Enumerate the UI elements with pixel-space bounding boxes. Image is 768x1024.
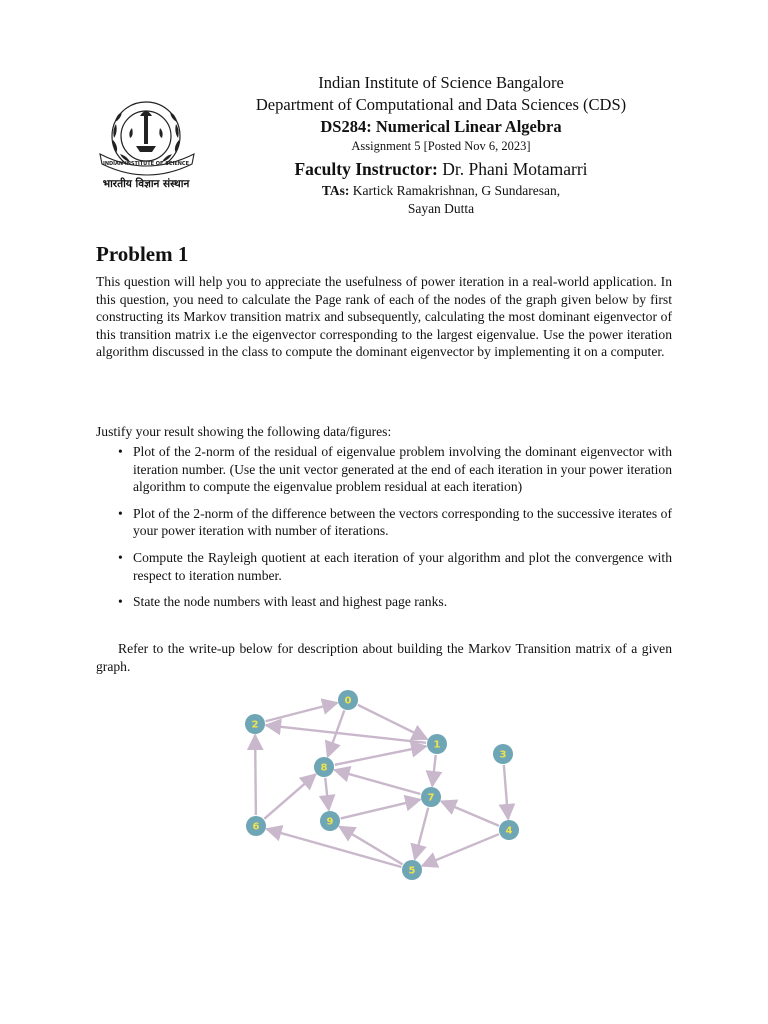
graph-node-label: 0 [344,695,352,707]
tas-names: Kartick Ramakrishnan, G Sundaresan, [352,183,561,198]
institute-name: Indian Institute of Science Bangalore [318,73,564,92]
graph-node-label: 1 [433,739,441,751]
list-item [116,549,672,584]
graph-node-5 [402,860,422,880]
graph-node-label: 2 [251,719,259,731]
bullet-icon: • [118,505,123,521]
department-name: Department of Computational and Data Sciences (CDS) [255,95,627,114]
refer-note: Refer to the write-up below for description about building the Markov Transition matrix of a given graph. [96,641,672,674]
graph-edge-8-1 [335,746,426,765]
graph-node-1 [427,734,447,754]
graph-node-3 [493,744,513,764]
graph-node-label: 7 [427,792,435,804]
tas-names-continued: Sayan Dutta [407,201,475,216]
graph-node-label: 6 [252,821,260,833]
faculty-label: Faculty Instructor: [294,159,438,179]
graph-node-2 [245,714,265,734]
list-item-text: Plot of the 2-norm of the residual of eigenvalue problem involving the dominant eigenvector with iteration number. (Use the unit vector generated at the end of each iteration in your power iteration algorithm to compute the eigenvalue problem residual at each iteration) [133,444,672,495]
graph-node-4 [499,820,519,840]
graph-edge-3-4 [504,765,508,819]
graph-edge-6-2 [255,735,256,815]
graph-edge-8-9 [325,778,329,810]
graph-node-9 [320,811,340,831]
graph-edge-1-7 [432,755,436,786]
tas-line [210,182,672,200]
graph-edge-2-0 [266,703,338,722]
bullet-icon: • [118,444,123,459]
graph-node-label: 3 [499,749,507,761]
assignment-info: Assignment 5 [Posted Nov 6, 2023] [351,139,531,153]
problem-title: Problem 1 [96,242,189,266]
bullet-icon: • [118,594,123,610]
requirements-list [116,443,672,620]
graph-node-7 [421,787,441,807]
list-item [116,505,672,540]
graph-edge-4-7 [441,801,499,825]
graph-node-8 [314,757,334,777]
header [210,72,672,218]
graph-edge-5-6 [267,829,402,867]
graph-node-6 [246,816,266,836]
graph-edge-7-8 [335,770,421,794]
course-title: DS284: Numerical Linear Algebra [320,117,562,136]
list-item [116,443,672,496]
list-item-text: Compute the Rayleigh quotient at each iteration of your algorithm and plot the convergence with respect to iteration number. [133,549,672,583]
tas-label: TAs: [321,183,350,198]
bullet-icon: • [118,549,123,565]
faculty-line [210,156,672,182]
logo-hindi-text: भारतीय विज्ञान संस्थान [102,178,190,190]
graph-edge-6-8 [264,774,315,819]
faculty-name: Dr. Phani Motamarri [442,159,588,179]
graph-node-label: 9 [326,816,334,828]
graph-node-label: 8 [320,762,328,774]
justify-instruction: Justify your result showing the following data/figures: [96,424,392,439]
iisc-logo [96,94,198,194]
directed-graph-figure [238,683,530,901]
graph-edge-4-5 [422,834,499,866]
graph-edge-7-5 [415,808,428,860]
graph-node-label: 5 [408,865,416,877]
list-item-text: State the node numbers with least and highest page ranks. [133,594,448,610]
graph-edge-0-1 [358,705,427,739]
graph-node-0 [338,690,358,710]
list-item-text: Plot of the 2-norm of the difference between the vectors corresponding to the successive iterates of your power iteration with number of iterations. [133,505,672,539]
graph-node-label: 4 [505,825,513,837]
graph-edge-9-7 [341,800,421,819]
list-item [116,593,672,611]
problem-intro: This question will help you to appreciate the usefulness of power iteration in a real-world application. In this question, you need to calculate the Page rank of each of the nodes of the graph given below by first constructing its Markov transition matrix and subsequently, calculating the most dominant eigenvector of this transition matrix i.e the eigenvector corresponding to the largest eigenvalue. Use the power iteration algorithm discussed in the class to compute the dominant eigenvector by implementing it on a computer. [96,274,672,360]
logo-ring-text: INDIAN INSTITUTE OF SCIENCE [102,161,190,167]
